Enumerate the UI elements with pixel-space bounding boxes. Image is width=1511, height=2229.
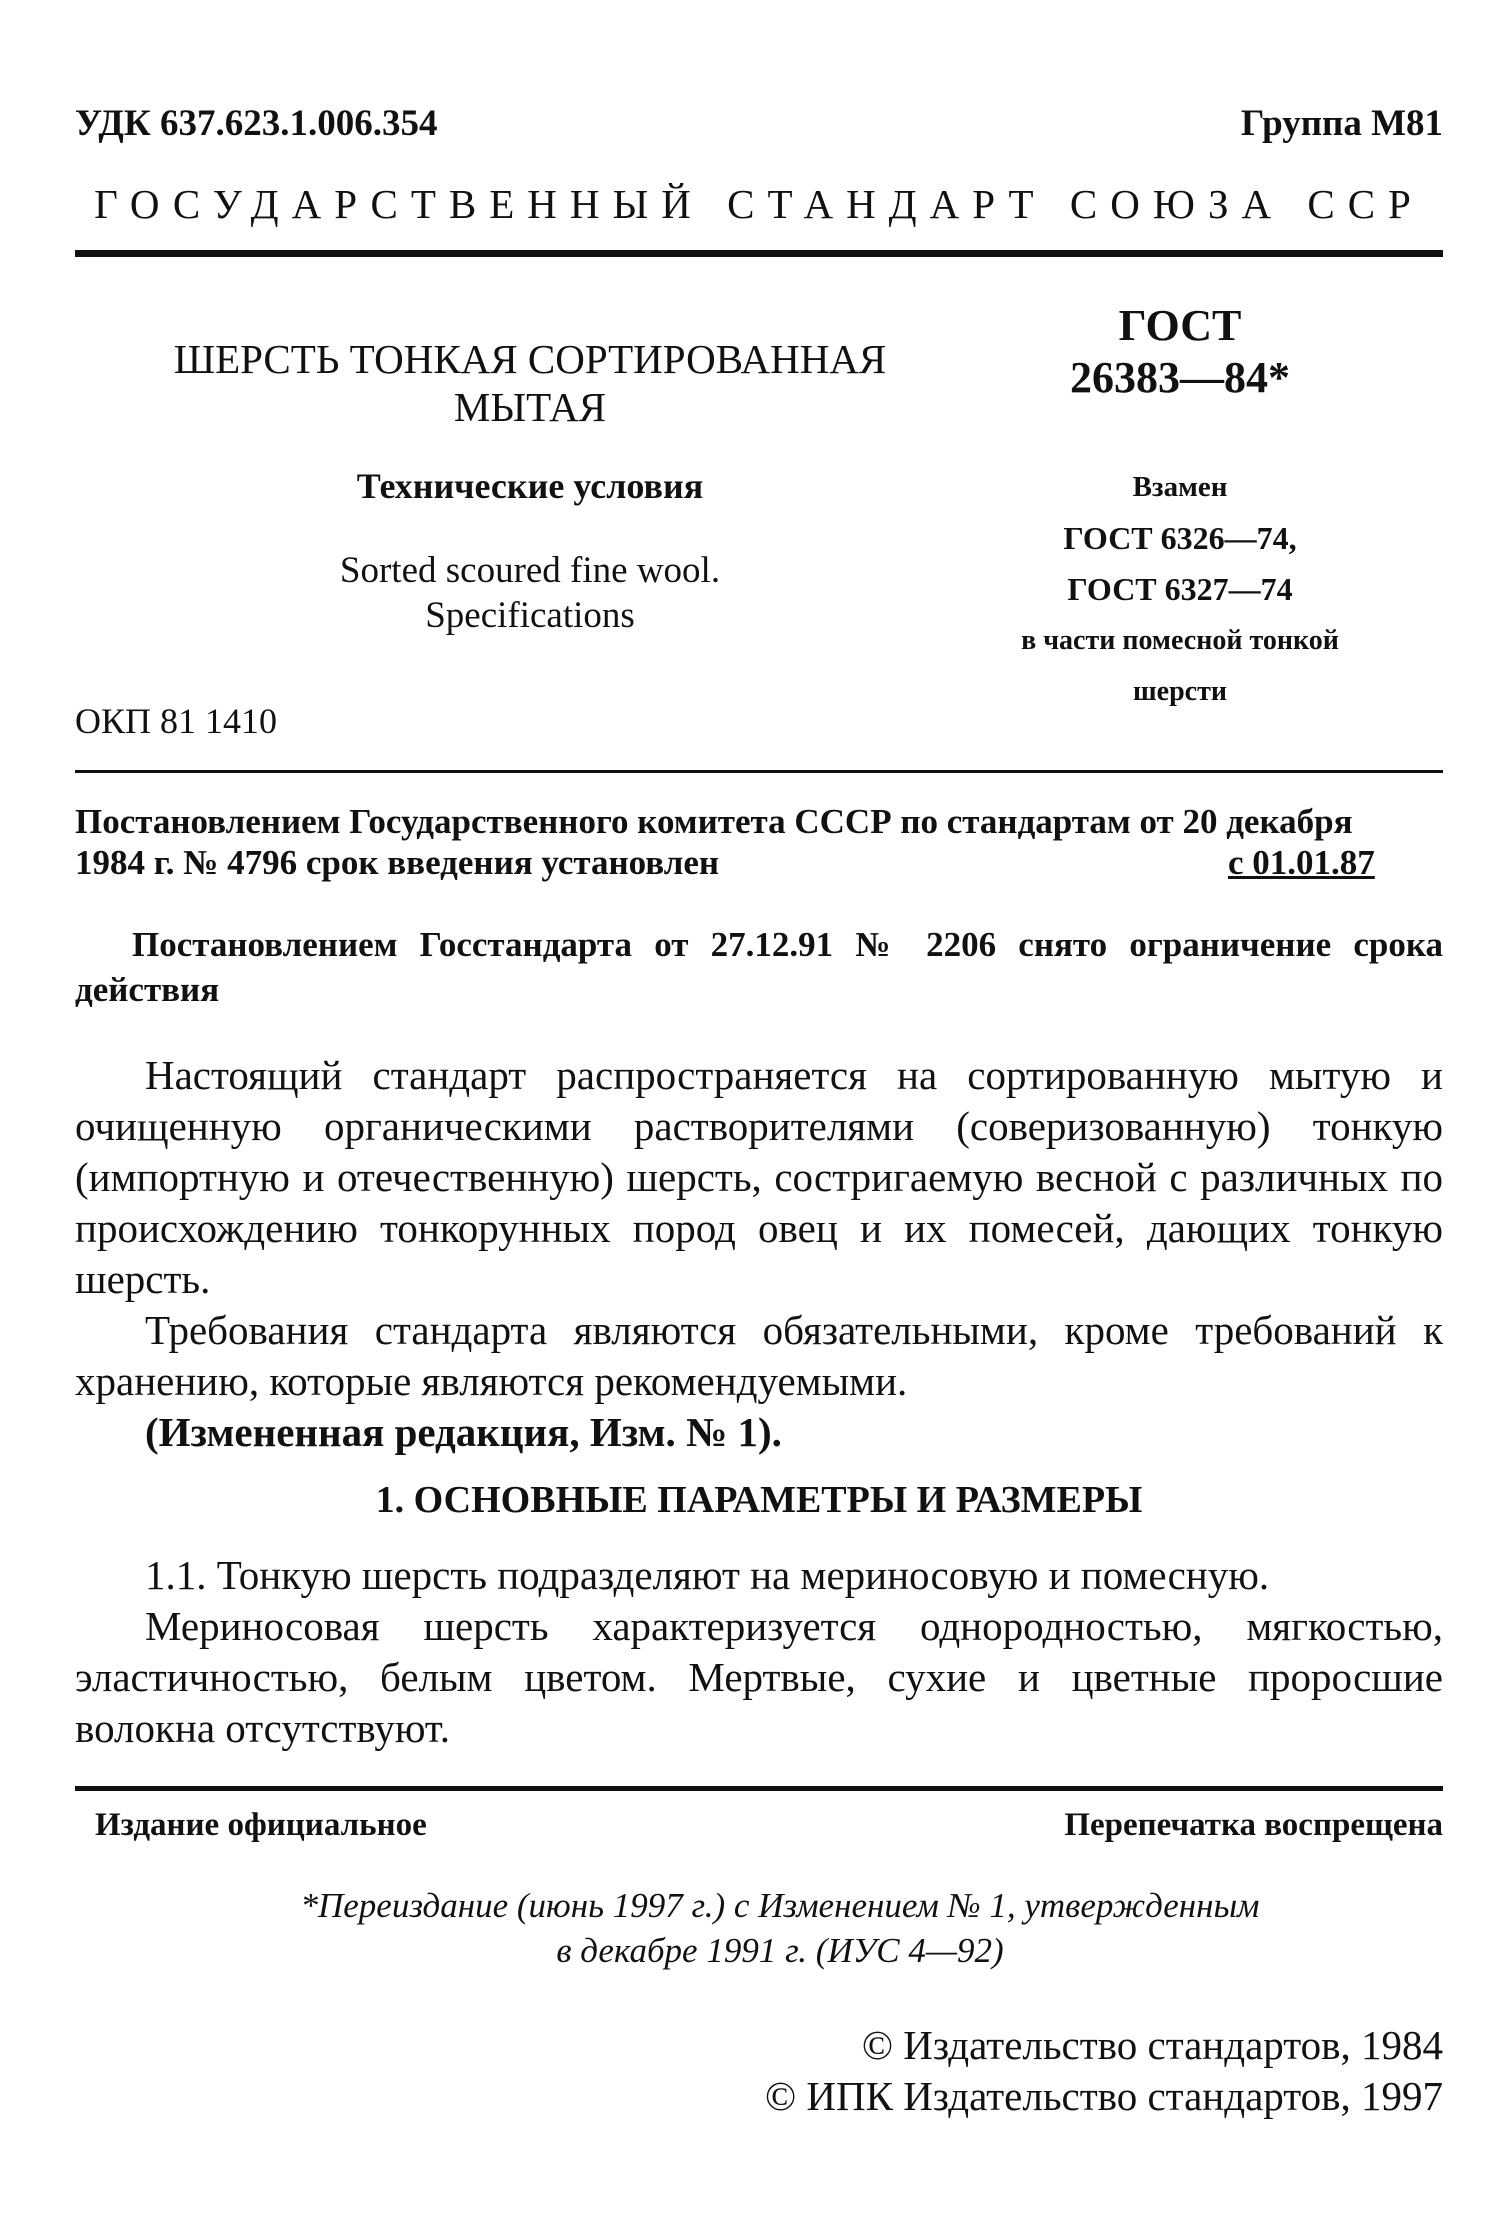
replaces-block [1000, 462, 1360, 717]
english-title [130, 548, 930, 638]
section-1-paragraph-2: Мериносовая шерсть характеризуется однородностью, мягкостью, эластичностью, белым цветом. Мертвые, сухие и цветные проросшие волокна отсутствуют. [75, 1603, 1443, 1751]
intro-paragraph-1: Настоящий стандарт распространяется на сортированную мытую и очищенную органическими растворителями (соверизованную) тонкую (импортную и отечественную) шерсть, состригаемую весной с различных по происхождению тонкорунных пород овец и их помесей, дающих тонкую шерсть. [75, 1052, 1443, 1302]
gost-designation [1000, 300, 1360, 404]
decree-effective-date: с 01.01.87 [1228, 843, 1375, 882]
official-edition: Издание официальное [95, 1807, 427, 1843]
reprint-prohibited: Перепечатка воспрещена [1064, 1807, 1443, 1843]
replaces-note-1: в части помесной тонкой [1021, 625, 1339, 656]
replaces-gost-2: ГОСТ 6327—74 [1067, 571, 1293, 607]
copyright-1984: © Издательство стандартов, 1984 [861, 2022, 1443, 2068]
reissue-note [130, 1883, 1430, 1973]
english-title-line-2: Specifications [425, 595, 635, 636]
gost-number: 26383—84* [1070, 353, 1290, 402]
title-line-1: ШЕРСТЬ ТОНКАЯ СОРТИРОВАННАЯ [173, 336, 887, 382]
document-subtitle: Технические условия [356, 466, 704, 506]
reissue-line-2: в декабре 1991 г. (ИУС 4—92) [556, 1931, 1004, 1970]
standard-banner: ГОСУДАРСТВЕННЫЙ СТАНДАРТ СОЮЗА ССР [94, 181, 1424, 227]
copyright-block [765, 2020, 1443, 2122]
footer-rule [75, 1786, 1443, 1791]
english-title-line-1: Sorted scoured fine wool. [339, 550, 721, 591]
copyright-1997: © ИПК Издательство стандартов, 1997 [764, 2073, 1443, 2119]
okp-code: ОКП 81 1410 [75, 701, 278, 741]
section-1-paragraph-1: 1.1. Тонкую шерсть подразделяют на мериносовую и помесную. [145, 1552, 1270, 1598]
udk-code: УДК 637.623.1.006.354 [75, 103, 438, 144]
amendment-note: (Измененная редакция, Изм. № 1). [145, 1409, 782, 1455]
replaces-note-2: шерсти [1133, 676, 1227, 707]
decree-line-2: 1984 г. № 4796 срок введения установлен [75, 843, 720, 882]
title-line-2: МЫТАЯ [453, 384, 607, 430]
group-code: Группа М81 [1240, 103, 1443, 144]
replaces-label: Взамен [1132, 471, 1228, 503]
section-1-heading: 1. ОСНОВНЫЕ ПАРАМЕТРЫ И РАЗМЕРЫ [375, 1479, 1143, 1521]
replaces-gost-1: ГОСТ 6326—74, [1063, 520, 1297, 556]
intro-paragraph-2: Требования стандарта являются обязательными, кроме требований к хранению, которые являются рекомендуемыми. [75, 1307, 1443, 1404]
gost-label: ГОСТ [1118, 301, 1242, 350]
document-title [130, 335, 930, 431]
decree-second: Постановлением Госстандарта от 27.12.91 № 2206 снято ограничение срока действия [75, 925, 1443, 1009]
decree-line-1: Постановлением Государственного комитета СССР по стандартам от 20 декабря [75, 802, 1353, 841]
header-rule [75, 250, 1443, 257]
reissue-line-1: *Переиздание (июнь 1997 г.) с Изменением № 1, утвержденным [300, 1886, 1260, 1925]
title-block-rule [75, 770, 1443, 773]
